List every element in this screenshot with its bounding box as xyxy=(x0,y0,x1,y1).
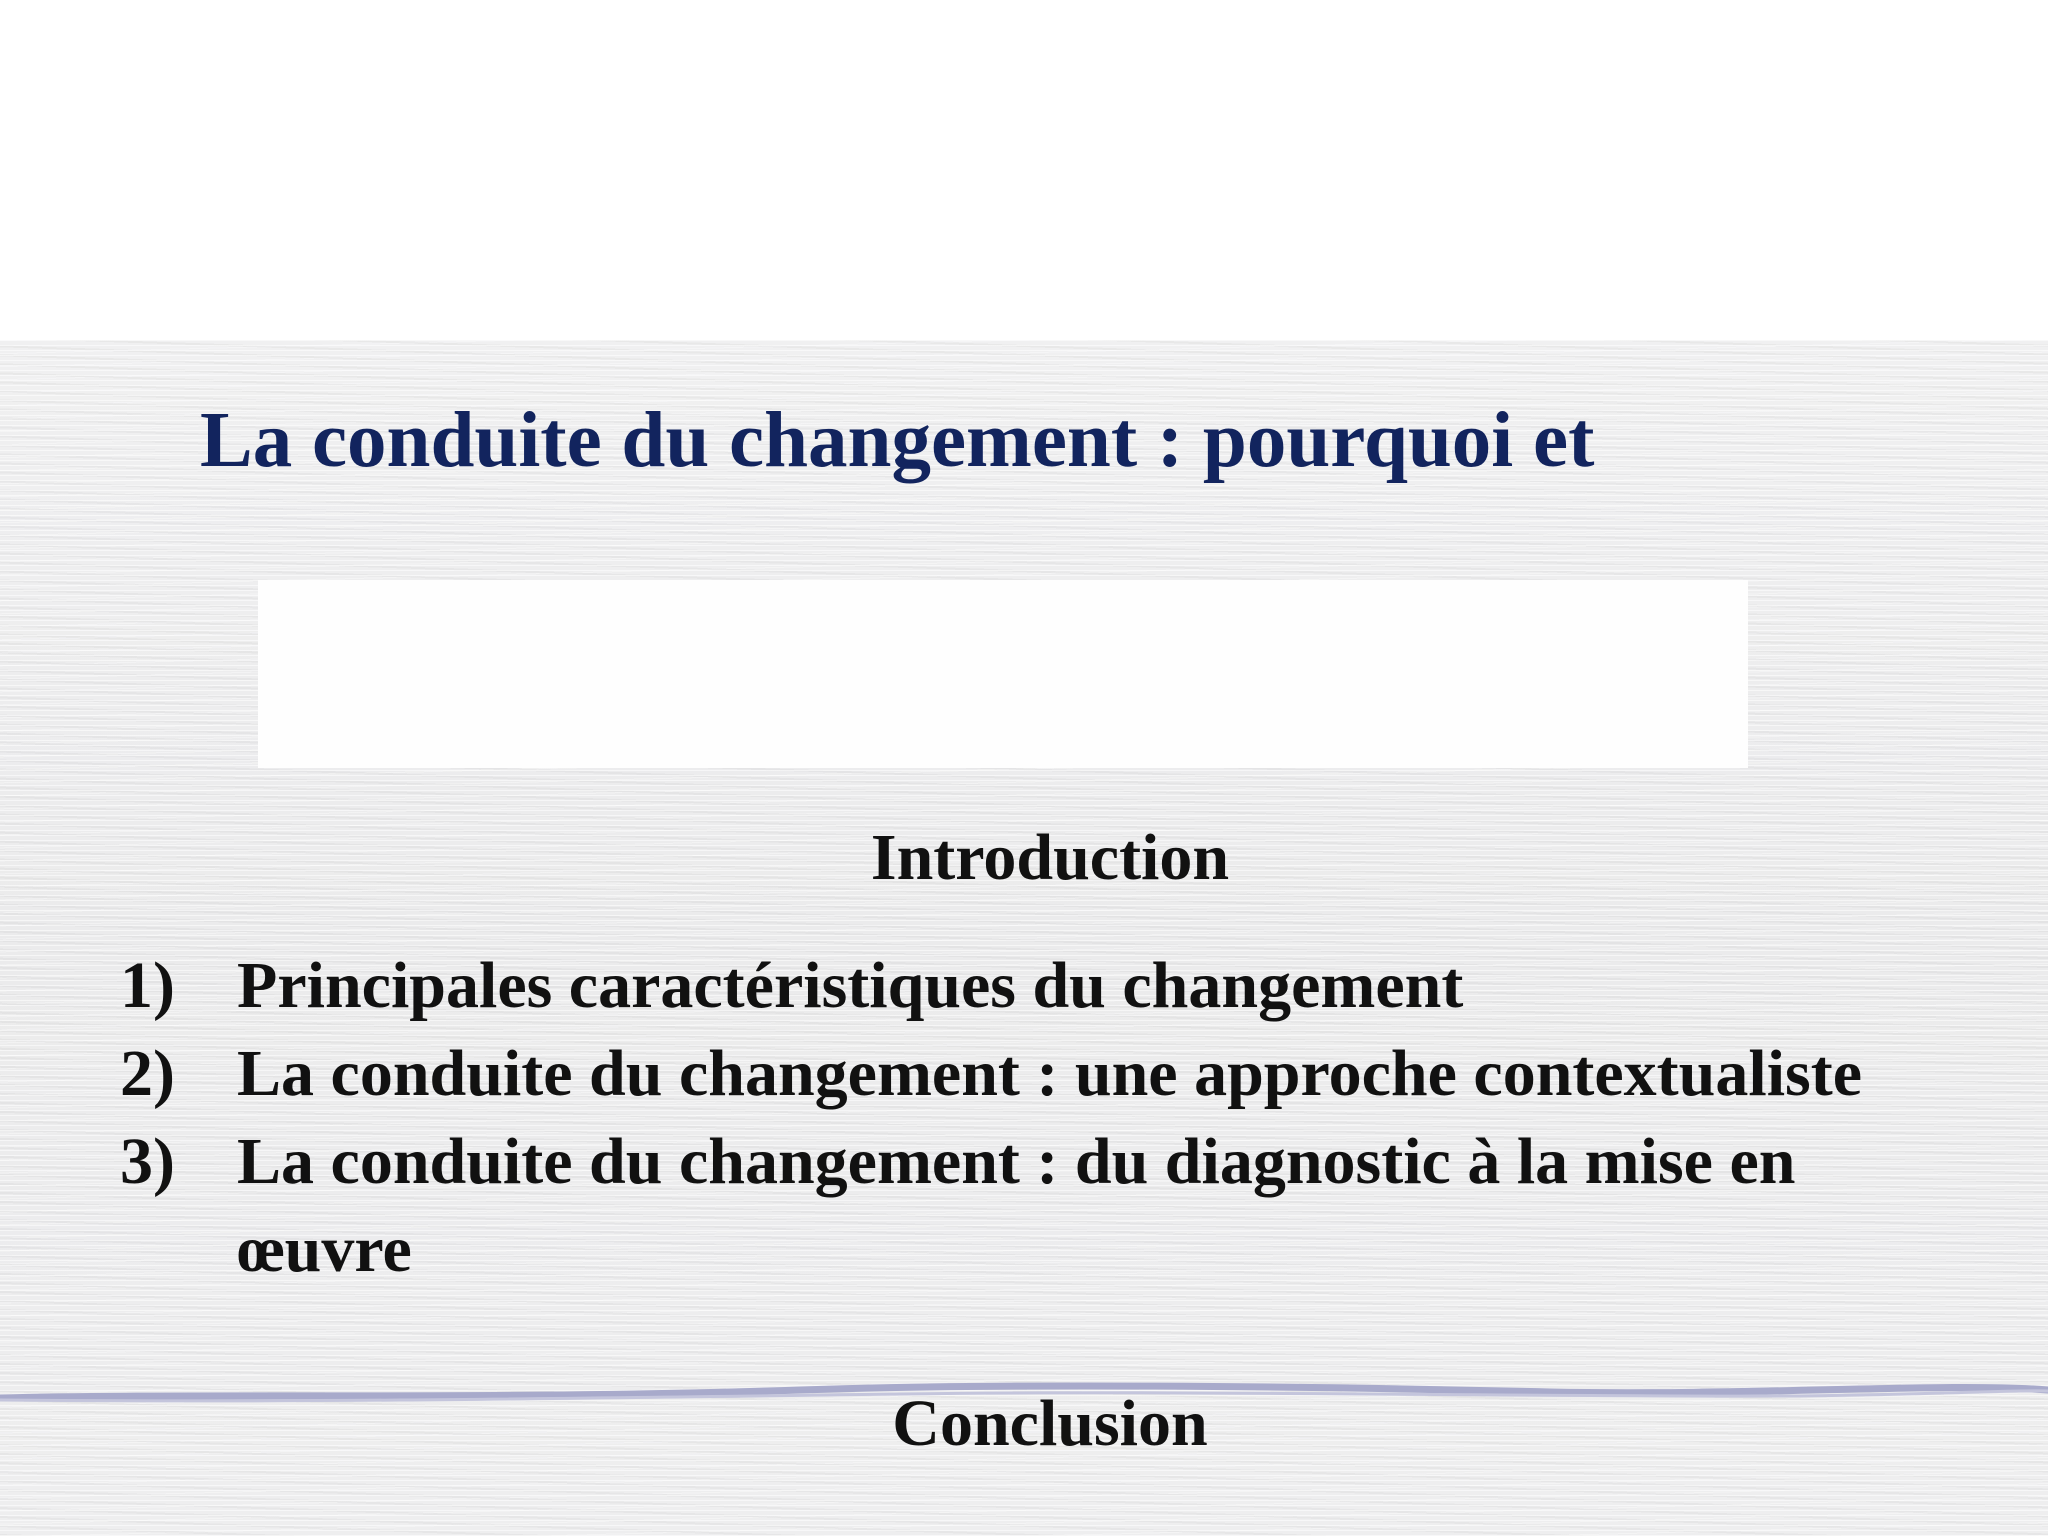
conclusion-heading: Conclusion xyxy=(892,1387,1208,1460)
outline-item-text: La conduite du changement : une approche contextualiste xyxy=(237,1037,1862,1110)
slide-title: La conduite du changement : pourquoi et xyxy=(200,397,1595,484)
outline-item-number: 2) xyxy=(120,1037,175,1110)
outline-list xyxy=(120,942,1960,1294)
outline-item-number: 3) xyxy=(120,1125,175,1198)
outline-item xyxy=(120,942,1960,1030)
outline-item xyxy=(120,1030,1960,1118)
blank-text-box xyxy=(258,580,1748,768)
intro-heading: Introduction xyxy=(870,821,1230,894)
slide-background xyxy=(0,340,2048,1536)
outline-item-text: Principales caractéristiques du changement xyxy=(237,949,1464,1022)
outline-item-text: La conduite du changement : du diagnostic à la mise en œuvre xyxy=(237,1125,1796,1286)
outline-item-number: 1) xyxy=(120,949,175,1022)
outline-item xyxy=(120,1118,1960,1294)
